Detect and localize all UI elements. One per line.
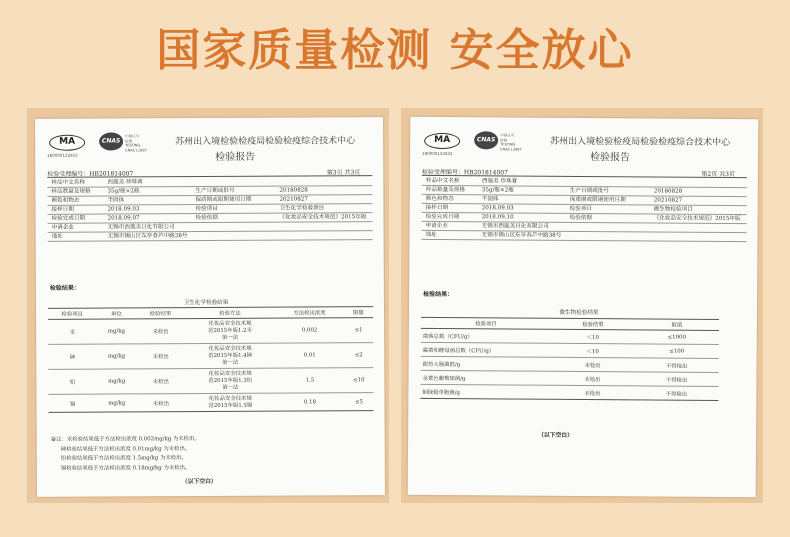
report-page-3 (35, 117, 385, 497)
info-row: 申请企业 无锡市西施美日化有限公司 (422, 222, 747, 233)
info-row: 申请企业 无锡市西施美日化有限公司 (48, 222, 373, 233)
page-number: 第3页 共3页 (326, 169, 361, 177)
cnas-text: 中国认可 检测 TESTING CNAS L1887 (125, 134, 147, 152)
blank-below-label: （以下空白） (538, 432, 573, 439)
table-row: 菌落总数（CFU/g） ＜10 ≤1000 (421, 328, 719, 344)
table-row: 砷 mg/kg 未检出 化妆品安全技术规 范2015年版1.4砷 第一法 0.01 ≤2 (48, 343, 373, 370)
sample-number: 检验受理编号：HB201814007 (421, 168, 508, 177)
col-header: 单位 (96, 308, 136, 319)
sample-info (421, 177, 746, 242)
banner-title: 国家质量检测 安全放心 (156, 25, 634, 76)
results-label: 检验结果： (49, 284, 80, 292)
blank-below-label: （以下空白） (181, 478, 217, 486)
info-row: 颜色和物态 半固体 保质期或限期使用日期 20210827 (47, 195, 372, 206)
table-row: 耐热大肠菌群/g 未检出 不得检出 (421, 356, 719, 372)
table-caption: 卫生化学检验结果 (183, 299, 229, 307)
table-caption: 微生物检验结果 (559, 309, 599, 317)
cnas-logo: CNAS (474, 131, 498, 149)
cma-number: 180000122832 (47, 152, 78, 158)
info-row: 检验完成日期 2018.09.10 检验依据 《化妆品安全技术规范》2015年版 (422, 213, 747, 224)
info-row: 样品中文名称 西施美 珍珠膏 (422, 177, 747, 188)
cma-logo: MA (424, 133, 460, 149)
cma-logo: MA (49, 135, 85, 151)
info-row: 样品数量及规格 35g/瓶×2瓶 生产日期或批号 20180828 (422, 186, 747, 197)
sample-number-line (47, 167, 372, 178)
results-label: 检验结果： (423, 290, 454, 299)
col-header: 方法检出浓度 (275, 307, 344, 318)
col-header: 检验方法 (185, 307, 276, 318)
report-title: 检验报告 (215, 151, 256, 163)
info-row: 接样日期 2018.09.03 检验项目 微生物检验项目 (422, 204, 747, 215)
org-name: 苏州出入境检验检疫局检验检疫综合技术中心 (550, 136, 731, 149)
sample-info (47, 177, 372, 242)
chemistry-results-table (48, 306, 374, 413)
info-row: 样品数量及规格 35g/瓶×2瓶 生产日期或批号 20180828 (47, 186, 372, 197)
table-row: 汞 mg/kg 未检出 化妆品安全技术规 范2015年版1.2汞 第一法 0.002 ≤1 (48, 318, 373, 345)
org-name: 苏州出入境检验检疫局检验检疫综合技术中心 (175, 136, 356, 148)
notes: 备注：汞检验结果低于方法检出浓度 0.002mg/kg 为未检出。 砷检验结果低于方法检出浓度 0.01mg/kg 为未检出。 铅检验结果低于方法检出浓度 1.5mg/kg 为未检出。 镉检验结果低于方法检出浓度 0.18mg/kg 为未检出。 (50, 436, 200, 472)
cnas-logo: CNAS (99, 132, 123, 150)
table-row: 霉菌和酵母菌总数（CFU/g） ＜10 ≤100 (421, 342, 719, 358)
cnas-text: 中国认可 检测 TESTING CNAS L1887 (500, 133, 522, 152)
col-header: 限值 (635, 319, 719, 331)
table-row: 金黄色葡萄球菌/g 未检出 不得检出 (420, 370, 718, 386)
info-row: 检验完成日期 2018.09.07 检验依据 《化妆品安全技术规范》2015年版 (48, 213, 373, 224)
col-header: 检验项目 (48, 308, 96, 319)
col-header: 检验结果 (551, 318, 635, 330)
info-row: 接样日期 2018.09.03 检验项目 卫生化学检验项目 (47, 204, 372, 215)
info-row: 地址 无锡市锡山区东亭春芦中路38号 (421, 231, 746, 242)
microbiology-results-table (420, 317, 719, 401)
page-number: 第2页 共3页 (701, 170, 735, 179)
info-row: 地址 无锡市锡山区东亭春芦中路38号 (48, 231, 373, 242)
table-row: 镉 mg/kg 未检出 化妆品安全技术规 范2015年版1.5镉 0.18 ≤5 (48, 393, 373, 413)
report-title: 检验报告 (590, 152, 631, 164)
info-row: 颜色和物态 半固体 保质期或限期使用日期 20210827 (422, 195, 747, 206)
col-header: 限值 (344, 307, 373, 318)
info-row: 样品中文名称 西施美 珍珠膏 (47, 177, 372, 188)
report-page-2 (408, 117, 759, 497)
cma-number: 180000122832 (422, 150, 453, 157)
table-row: 铜绿假单胞菌/g 未检出 不得检出 (420, 384, 718, 400)
table-row: 铅 mg/kg 未检出 化妆品安全技术规 范2015年版1.3铅 第一法 1.5 ≤10 (48, 368, 373, 395)
sample-number: 检验受理编号：HB201814007 (47, 170, 134, 178)
col-header: 检验项目 (421, 317, 551, 329)
col-header: 检验结果 (136, 308, 184, 319)
